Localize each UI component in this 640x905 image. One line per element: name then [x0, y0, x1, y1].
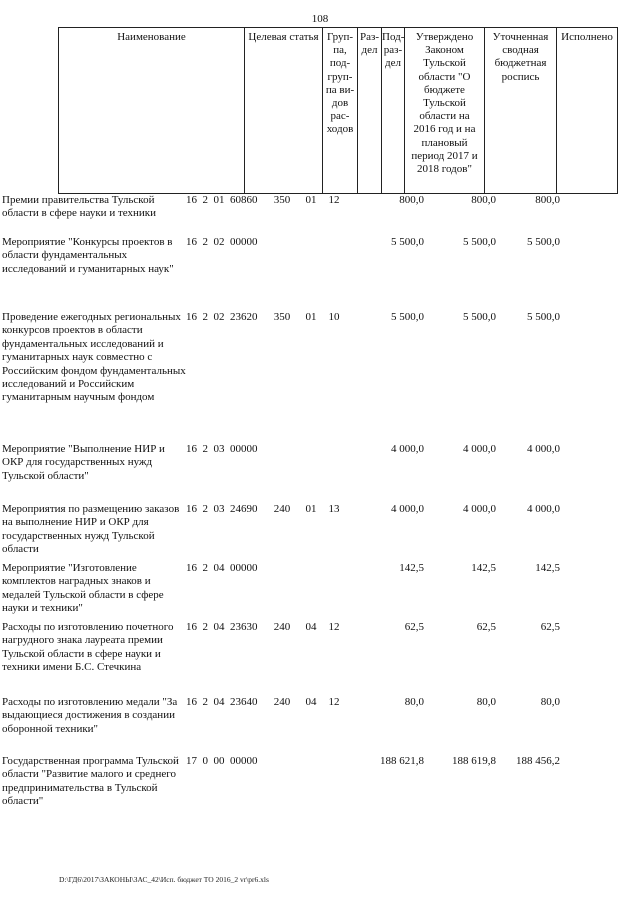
row-name: Государственная программа Тульской области "Развитие малого и среднего предпринимательства в Тульской области"	[2, 755, 179, 808]
budget-table	[58, 27, 618, 194]
row-section: 01	[305, 503, 317, 515]
row-refined: 4 000,0	[463, 443, 496, 455]
row-executed: 800,0	[535, 194, 560, 206]
header-refined: Уточненная сводная бюджетная роспись	[484, 28, 556, 193]
header-executed: Исполнено	[556, 28, 618, 193]
row-code: 17 0 00 00000	[186, 755, 258, 767]
row-approved: 5 500,0	[391, 236, 424, 248]
row-section: 01	[305, 194, 317, 206]
row-group: 240	[273, 696, 291, 708]
header-group: Груп- па, под- груп- па ви- дов рас- ходов	[322, 28, 357, 193]
row-code: 16 2 04 00000	[186, 562, 258, 574]
row-name: Мероприятие "Изготовление комплектов наградных знаков и медалей Тульской области в сфере науки и техники"	[2, 562, 164, 615]
row-subsection: 12	[328, 696, 340, 708]
row-refined: 5 500,0	[463, 236, 496, 248]
row-executed: 5 500,0	[527, 236, 560, 248]
row-subsection: 12	[328, 194, 340, 206]
row-section: 01	[305, 311, 317, 323]
row-name: Расходы по изготовлению медали "За выдающиеся достижения в создании оборонной техники"	[2, 696, 178, 735]
header-section: Раз- дел	[357, 28, 381, 193]
row-approved: 80,0	[404, 696, 424, 708]
page-number: 108	[311, 13, 329, 25]
row-refined: 62,5	[476, 621, 496, 633]
row-group: 240	[273, 503, 291, 515]
row-code: 16 2 03 24690	[186, 503, 258, 515]
row-name: Премии правительства Тульской области в сфере науки и техники	[2, 194, 156, 220]
row-code: 16 2 03 00000	[186, 443, 258, 455]
row-subsection: 13	[328, 503, 340, 515]
row-executed: 142,5	[535, 562, 560, 574]
table-header	[58, 27, 618, 194]
row-refined: 142,5	[471, 562, 496, 574]
row-executed: 188 456,2	[516, 755, 560, 767]
header-approved: Утверждено Законом Тульской области "О бюджете Тульской области на 2016 год и на плановый период 2017 и 2018 годов"	[404, 28, 484, 193]
row-refined: 5 500,0	[463, 311, 496, 323]
row-approved: 188 621,8	[380, 755, 424, 767]
row-refined: 4 000,0	[463, 503, 496, 515]
row-group: 240	[273, 621, 291, 633]
row-executed: 4 000,0	[527, 443, 560, 455]
header-target: Целевая статья	[244, 28, 322, 193]
row-subsection: 12	[328, 621, 340, 633]
row-approved: 4 000,0	[391, 443, 424, 455]
row-name: Мероприятия по размещению заказов на выполнение НИР и ОКР для государственных нужд Тульской области	[2, 503, 180, 556]
row-code: 16 2 01 60860	[186, 194, 258, 206]
row-name: Мероприятие "Конкурсы проектов в области фундаментальных исследований и гуманитарных наук"	[2, 236, 174, 275]
header-name: Наименование	[58, 28, 244, 193]
header-subsection: Под- раз- дел	[381, 28, 404, 193]
row-refined: 800,0	[471, 194, 496, 206]
row-group: 350	[273, 194, 291, 206]
row-name: Расходы по изготовлению почетного нагрудного знака лауреата премии Тульской области в сфере науки и техники имени Б.С. Стечкина	[2, 621, 174, 674]
row-refined: 80,0	[476, 696, 496, 708]
row-code: 16 2 02 23620	[186, 311, 258, 323]
row-group: 350	[273, 311, 291, 323]
row-subsection: 10	[328, 311, 340, 323]
row-approved: 62,5	[404, 621, 424, 633]
row-executed: 4 000,0	[527, 503, 560, 515]
row-name: Мероприятие "Выполнение НИР и ОКР для государственных нужд Тульской области"	[2, 443, 165, 482]
file-path-footer: D:\ГД6\2017\ЗАКОНЫ\ЗАС_42\Исп. бюджет ТО 2016_2 vr\pr6.xls	[59, 875, 269, 884]
row-approved: 800,0	[399, 194, 424, 206]
row-code: 16 2 02 00000	[186, 236, 258, 248]
row-section: 04	[305, 621, 317, 633]
row-approved: 142,5	[399, 562, 424, 574]
row-section: 04	[305, 696, 317, 708]
row-refined: 188 619,8	[452, 755, 496, 767]
row-executed: 62,5	[540, 621, 560, 633]
row-executed: 5 500,0	[527, 311, 560, 323]
row-name: Проведение ежегодных региональных конкурсов проектов в области фундаментальных исследований и гуманитарных наук совместно с Российским фондом фундаментальных исследований и Российским гуманитарным научным фондом	[2, 311, 186, 404]
row-approved: 4 000,0	[391, 503, 424, 515]
row-executed: 80,0	[540, 696, 560, 708]
row-code: 16 2 04 23630	[186, 621, 258, 633]
row-approved: 5 500,0	[391, 311, 424, 323]
row-code: 16 2 04 23640	[186, 696, 258, 708]
